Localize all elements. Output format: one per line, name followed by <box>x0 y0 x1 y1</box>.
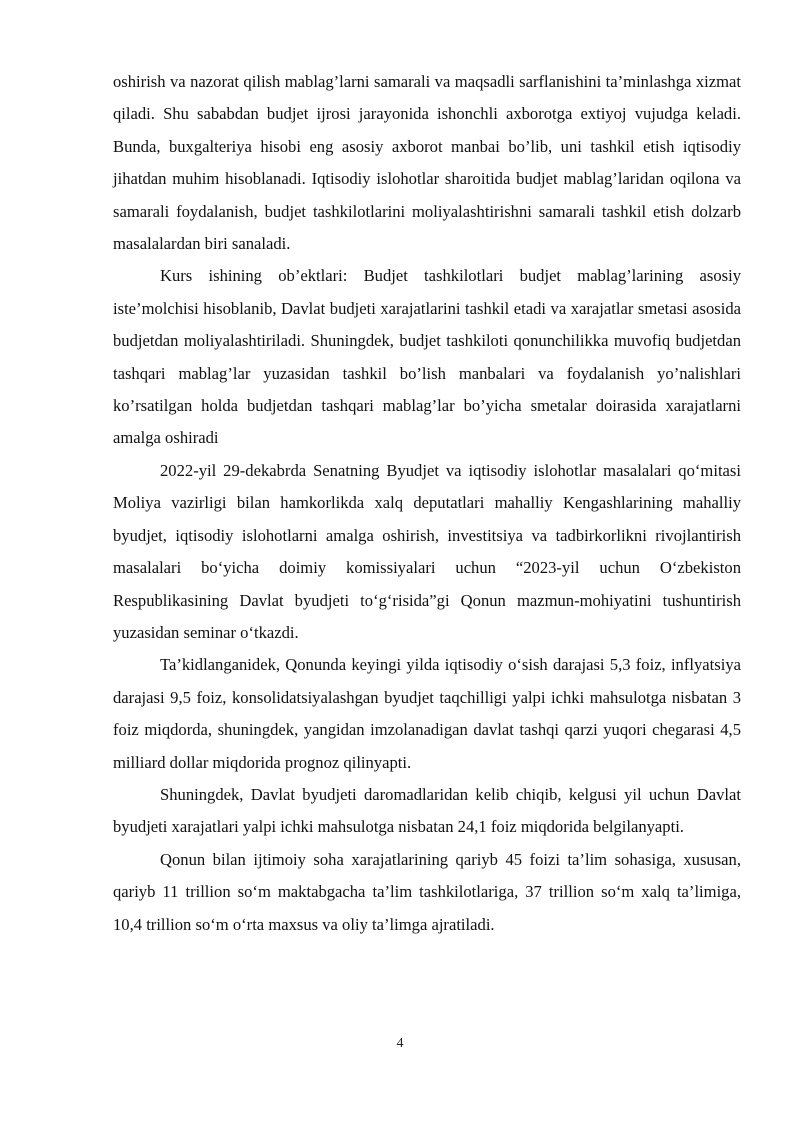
paragraph-course-objects: Kurs ishining ob’ektlari: Budjet tashkilotlari budjet mablag’larining asosiy iste’molchisi hisoblanib, Davlat budjeti xarajatlarini tashkil etadi va xarajatlar smetasi asosida budjetdan moliyalashtiriladi. Shuningdek, budjet tashkiloti qonunchilikka muvofiq budjetdan tashqari mablag’lar yuzasidan tashkil bo’lish manbalari va foydalanish yo’nalishlari ko’rsatilgan holda budjetdan tashqari mablag’lar bo’yicha smetalar doirasida xarajatlarni amalga oshiradi <box>113 266 741 448</box>
page-number: 4 <box>396 1036 404 1051</box>
paragraph-economic-forecast: Ta’kidlanganidek, Qonunda keyingi yilda iqtisodiy o‘sish darajasi 5,3 foiz, inflyatsiya darajasi 9,5 foiz, konsolidatsiyalashgan byudjet taqchilligi yalpi ichki mahsulotga nisbatan 3 foiz miqdorda, shuningdek, yangidan imzolanadigan davlat tashqi qarzi yuqori chegarasi 4,5 milliard dollar miqdorida prognoz qilinyapti. <box>113 655 741 772</box>
paragraph-senate-seminar: 2022-yil 29-dekabrda Senatning Byudjet va iqtisodiy islohotlar masalalari qo‘mitasi Moliya vazirligi bilan hamkorlikda xalq deputatlari mahalliy Kengashlarining mahalliy byudjet, iqtisodiy islohotlarni amalga oshirish, investitsiya va tadbirkorlikni rivojlantirish masalalari bo‘yicha doimiy komissiyalari uchun “2023-yil uchun O‘zbekiston Respublikasining Davlat byudjeti to‘g‘risida”gi Qonun mazmun-mohiyatini tushuntirish yuzasidan seminar o‘tkazdi. <box>113 460 741 642</box>
document-body <box>113 66 741 941</box>
paragraph-budget-expenditure: Shuningdek, Davlat byudjeti daromadlaridan kelib chiqib, kelgusi yil uchun Davlat byudjeti xarajatlari yalpi ichki mahsulotga nisbatan 24,1 foiz miqdorida belgilanyapti. <box>113 784 741 837</box>
paragraph-education-spending: Qonun bilan ijtimoiy soha xarajatlarining qariyb 45 foizi ta’lim sohasiga, xususan, qariyb 11 trillion so‘m maktabgacha ta’lim tashkilotlariga, 37 trillion so‘m xalq ta’limiga, 10,4 trillion so‘m o‘rta maxsus va oliy ta’limga ajratiladi. <box>113 849 741 934</box>
paragraph-continuation: oshirish va nazorat qilish mablag’larni samarali va maqsadli sarflanishini ta’minlashga xizmat qiladi. Shu sababdan budjet ijrosi jarayonida ishonchli axborotga extiyoj vujudga keladi. Bunda, buxgalteriya hisobi eng asosiy axborot manbai bo’lib, uni tashkil etish iqtisodiy jihatdan muhim hisoblanadi. Iqtisodiy islohotlar sharoitida budjet mablag’laridan oqilona va samarali foydalanish, budjet tashkilotlarini moliyalashtirishni samarali tashkil etish dolzarb masalalardan biri sanaladi. <box>113 72 741 254</box>
